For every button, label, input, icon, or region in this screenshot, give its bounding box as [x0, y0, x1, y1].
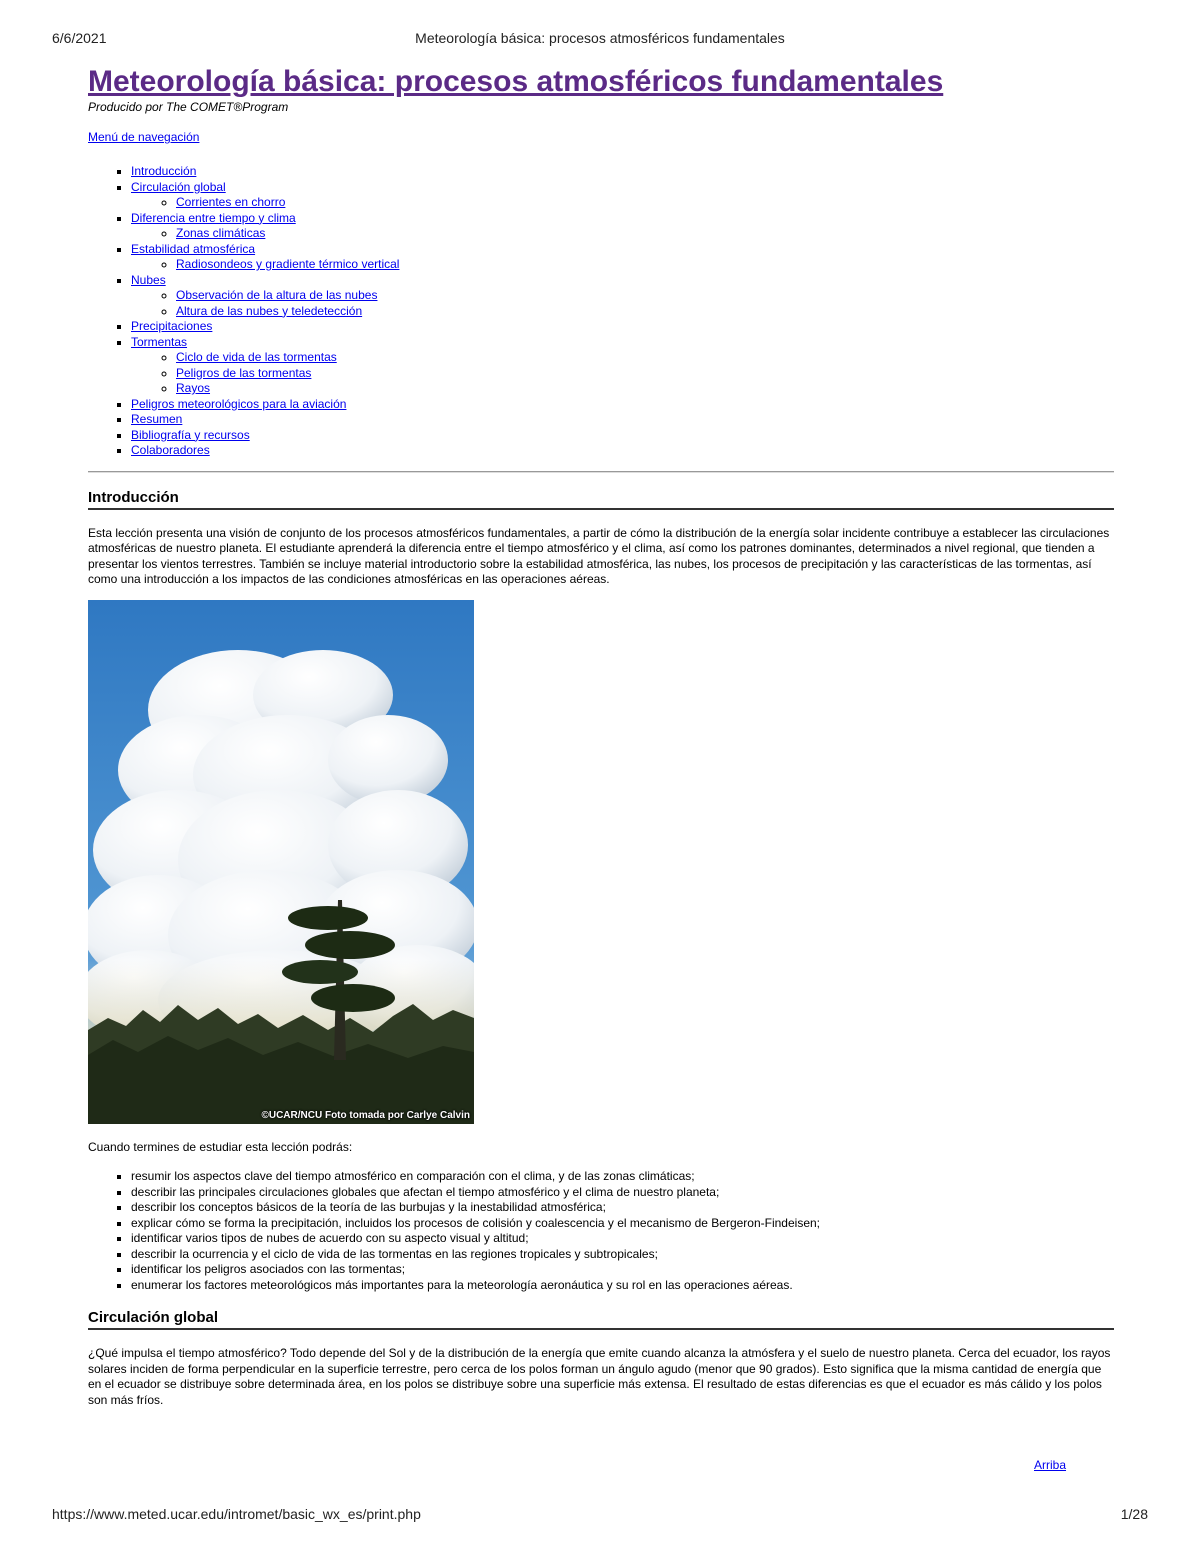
objective-item: ▪ describir las principales circulaciones globales que afectan el tiempo atmosférico y el clima de nuestro planeta;: [131, 1185, 1114, 1201]
objectives-lead: Cuando termines de estudiar esta lección podrás:: [88, 1139, 353, 1154]
toc-link[interactable]: Nubes: [131, 272, 166, 287]
photo-credit: ©UCAR/NCU Foto tomada por Carlye Calvin: [261, 1109, 470, 1121]
page-number: 1/28: [1120, 1506, 1148, 1522]
toc-link[interactable]: Diferencia entre tiempo y clima: [131, 210, 296, 225]
toc-item: [131, 273, 1114, 320]
toc-link[interactable]: Peligros meteorológicos para la aviación: [131, 396, 347, 411]
toc-link[interactable]: Circulación global: [131, 179, 226, 194]
toc-sublist: [131, 288, 1114, 319]
table-of-contents: [88, 164, 1114, 459]
toc-link[interactable]: Precipitaciones: [131, 319, 213, 333]
toc-sublink[interactable]: Ciclo de vida de las tormentas: [176, 350, 337, 364]
toc-sublink[interactable]: Radiosondeos y gradiente térmico vertical: [176, 257, 400, 271]
cloud-photo-illustration: [88, 600, 474, 1124]
toc-sublist: [131, 226, 1114, 242]
toc-item: [131, 180, 1114, 211]
toc-subitem: [176, 350, 1114, 366]
toc-sublink[interactable]: Observación de la altura de las nubes: [176, 288, 378, 302]
toc-link[interactable]: Introducción: [131, 164, 197, 178]
toc-sublink[interactable]: Altura de las nubes y teledetección: [176, 303, 363, 318]
objective-item: ▪ identificar los peligros asociados con las tormentas;: [131, 1262, 1114, 1278]
toc-subitem: [176, 381, 1114, 397]
toc-link[interactable]: Colaboradores: [131, 443, 210, 457]
toc-item: [131, 397, 1114, 413]
print-date: 6/6/2021: [52, 30, 107, 46]
toc-item: [131, 211, 1114, 242]
section-heading-introduccion: Introducción: [88, 489, 1114, 510]
toc-subitem: [176, 288, 1114, 304]
objective-item: ▪ resumir los aspectos clave del tiempo atmosférico en comparación con el clima, y de las zonas climáticas;: [131, 1169, 1114, 1185]
global-circulation-paragraph: ¿Qué impulsa el tiempo atmosférico? Todo depende del Sol y de la distribución de la energía que emite cuando alcanza la atmósfera y el suelo de nuestro planeta. Cerca del ecuador, los rayos solares inciden de forma perpendicular en la superficie terrestre, pero cerca de los polos forman un ángulo agudo (menor que 90 grados). Esto significa que la misma cantidad de energía que en el ecuador se distribuye sobre determinada área, en los polos se distribuye sobre una superficie más extensa. El resultado de estas diferencias es que el ecuador es más cálido y los polos son más fríos.: [88, 1346, 1111, 1407]
objective-item: ▪ identificar varios tipos de nubes de acuerdo con su aspecto visual y altitud;: [131, 1231, 1114, 1247]
toc-subitem: [176, 366, 1114, 382]
toc-sublist: [131, 350, 1114, 397]
toc-subitem: [176, 195, 1114, 211]
toc-link[interactable]: Bibliografía y recursos: [131, 427, 250, 442]
toc-sublink[interactable]: Peligros de las tormentas: [176, 365, 312, 380]
objective-item: ▪ explicar cómo se forma la precipitación, incluidos los procesos de colisión y coalescencia y el mecanismo de Bergeron-Findeisen;: [131, 1216, 1114, 1232]
section-heading-circulacion-global: Circulación global: [88, 1309, 1114, 1330]
toc-item: [131, 412, 1114, 428]
navigation-menu-link[interactable]: Menú de navegación: [88, 130, 200, 144]
print-header: [52, 30, 1148, 50]
objective-item: ▪ describir la ocurrencia y el ciclo de vida de las tormentas en las regiones tropicales y subtropicales;: [131, 1247, 1114, 1263]
objective-item: ▪ describir los conceptos básicos de la teoría de las burbujas y la inestabilidad atmosférica;: [131, 1200, 1114, 1216]
document-content: [88, 64, 1114, 1408]
toc-subitem: [176, 304, 1114, 320]
toc-sublink[interactable]: Corrientes en chorro: [176, 195, 286, 209]
toc-link[interactable]: Estabilidad atmosférica: [131, 241, 256, 256]
page-title: [88, 64, 1114, 100]
toc-item: [131, 335, 1114, 397]
toc-link[interactable]: Resumen: [131, 412, 183, 426]
toc-item: [131, 164, 1114, 180]
toc-subitem: [176, 257, 1114, 273]
page-title-link[interactable]: Meteorología básica: procesos atmosféricos fundamentales: [88, 65, 944, 98]
toc-item: [131, 428, 1114, 444]
toc-subitem: [176, 226, 1114, 242]
print-url: https://www.meted.ucar.edu/intromet/basic_wx_es/print.php: [52, 1506, 421, 1522]
toc-sublist: [131, 257, 1114, 273]
toc-sublist: [131, 195, 1114, 211]
back-to-top-link[interactable]: Arriba: [1034, 1458, 1067, 1472]
cumulus-cloud-photo: [88, 600, 474, 1124]
intro-paragraph: Esta lección presenta una visión de conjunto de los procesos atmosféricos fundamentales, a partir de cómo la distribución de la energía solar incidente contribuye a establecer las circulaciones atmosféricas de nuestro planeta. El estudiante aprenderá la diferencia entre el tiempo atmosférico y el clima, así como los patrones dominantes, determinados a nivel regional, que tienden a presentar los vientos terrestres. También se incluye material introductorio sobre la estabilidad atmosférica, las nubes, los procesos de precipitación y las características de las tormentas, así como una introducción a los impactos de las condiciones atmosféricas en las operaciones aéreas.: [88, 525, 1110, 586]
toc-link[interactable]: Tormentas: [131, 334, 188, 349]
producer-credit: Producido por The COMET®Program: [88, 100, 289, 114]
toc-item: [131, 319, 1114, 335]
toc-item: [131, 242, 1114, 273]
toc-sublink[interactable]: Zonas climáticas: [176, 226, 266, 240]
toc-sublink[interactable]: Rayos: [176, 381, 211, 395]
toc-item: [131, 443, 1114, 459]
objective-item: ▪ enumerar los factores meteorológicos más importantes para la meteorología aeronáutica y su rol en las operaciones aéreas.: [131, 1278, 1114, 1294]
objectives-list: [88, 1169, 1114, 1293]
print-page-title: Meteorología básica: procesos atmosféricos fundamentales: [415, 30, 785, 46]
divider: [88, 471, 1114, 473]
print-footer: [52, 1506, 1148, 1526]
